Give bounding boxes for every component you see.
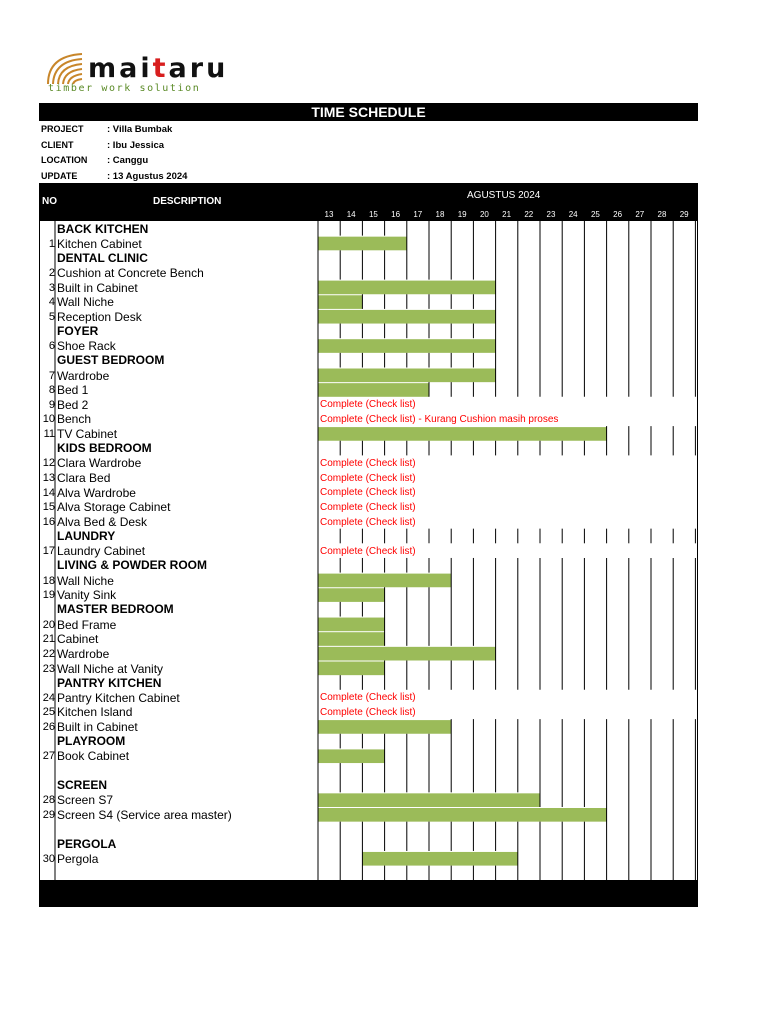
status-note: Complete (Check list) [320, 399, 416, 411]
task-description: Pergola [57, 851, 99, 866]
row-number: 21 [42, 633, 55, 646]
task-description: Built in Cabinet [57, 280, 138, 295]
info-value: : Ibu Jessica [107, 139, 165, 151]
info-row [41, 170, 187, 183]
status-note: Complete (Check list) [320, 692, 416, 704]
header-month: AGUSTUS 2024 [467, 190, 541, 201]
task-description: Pantry Kitchen Cabinet [57, 690, 180, 705]
page-title: TIME SCHEDULE [39, 103, 698, 121]
day-label: 23 [546, 210, 556, 219]
wood-grain-logo-icon [46, 52, 86, 86]
info-row [41, 154, 148, 167]
day-label: 29 [679, 210, 689, 219]
day-label: 19 [457, 210, 467, 219]
row-number: 7 [48, 369, 55, 382]
status-note: Complete (Check list) - Kurang Cushion masih proses [320, 413, 559, 425]
info-label: CLIENT [41, 139, 74, 150]
day-label: 26 [613, 210, 623, 219]
row-number: 28 [42, 794, 55, 807]
row-number: 10 [42, 413, 55, 426]
task-description: Alva Wardrobe [57, 485, 136, 500]
progress-bar [318, 588, 385, 602]
section-heading: PERGOLA [57, 836, 117, 851]
row-number: 3 [48, 281, 55, 294]
status-note: Complete (Check list) [320, 472, 416, 484]
task-description: Wall Niche at Vanity [57, 661, 164, 676]
status-note: Complete (Check list) [320, 501, 416, 513]
task-description: Bed 2 [57, 397, 89, 412]
info-value: : 13 Agustus 2024 [107, 170, 188, 182]
task-description: Bed 1 [57, 383, 89, 398]
section-heading: KIDS BEDROOM [57, 441, 152, 456]
task-description: Screen S7 [57, 793, 114, 808]
row-number: 4 [48, 296, 55, 309]
row-number: 23 [42, 662, 55, 675]
day-label: 17 [413, 210, 423, 219]
row-number: 11 [43, 428, 55, 441]
section-heading: DENTAL CLINIC [57, 250, 148, 265]
progress-bar [318, 618, 385, 632]
progress-bar [362, 852, 517, 866]
progress-bar [318, 632, 385, 646]
progress-bar [318, 720, 451, 734]
day-label: 14 [346, 210, 356, 219]
row-number: 9 [48, 398, 55, 411]
task-description: Vanity Sink [57, 588, 117, 603]
progress-bar [318, 808, 607, 822]
table-header [39, 183, 698, 221]
day-label: 24 [568, 210, 578, 219]
section-heading: MASTER BEDROOM [57, 602, 174, 617]
row-number: 26 [42, 721, 55, 734]
day-label: 13 [324, 210, 334, 219]
task-description: Alva Storage Cabinet [57, 500, 171, 515]
progress-bar [318, 662, 385, 676]
info-row [41, 139, 164, 152]
day-label: 21 [502, 210, 512, 219]
task-description: Wardrobe [57, 368, 110, 383]
day-label: 16 [391, 210, 401, 219]
info-row [41, 123, 172, 136]
company-name-accent: t [152, 53, 169, 84]
progress-bar [318, 647, 496, 661]
row-number: 15 [42, 501, 55, 514]
row-number: 20 [42, 618, 55, 631]
day-label: 22 [524, 210, 534, 219]
progress-bar [318, 574, 451, 588]
info-value: : Canggu [107, 155, 149, 166]
status-note: Complete (Check list) [320, 545, 416, 557]
progress-bar [318, 310, 496, 324]
day-label: 18 [435, 210, 445, 219]
row-number: 5 [48, 310, 55, 323]
info-label: UPDATE [41, 170, 78, 181]
row-number: 1 [48, 237, 55, 250]
section-heading: LAUNDRY [57, 529, 116, 544]
task-description: Book Cabinet [57, 749, 130, 764]
progress-bar [318, 749, 385, 763]
row-number: 30 [42, 852, 55, 865]
day-label: 20 [479, 210, 489, 219]
task-description: Clara Bed [57, 471, 111, 486]
task-description: Reception Desk [57, 309, 142, 324]
section-heading: GUEST BEDROOM [57, 353, 165, 368]
task-description: Built in Cabinet [57, 720, 138, 735]
progress-bar [318, 339, 496, 353]
section-heading: FOYER [57, 324, 99, 339]
row-number: 18 [42, 574, 55, 587]
task-description: Bench [57, 412, 92, 427]
task-description: Screen S4 (Service area master) [57, 808, 232, 822]
row-number: 19 [42, 589, 55, 602]
row-number: 27 [42, 750, 55, 763]
header-no: NO [42, 196, 57, 207]
progress-bar [318, 369, 496, 383]
row-number: 17 [42, 545, 55, 558]
company-name [88, 52, 228, 86]
progress-bar [318, 281, 496, 295]
progress-bar [318, 383, 429, 397]
section-heading: SCREEN [57, 778, 108, 793]
company-name-part: aru [168, 53, 229, 84]
info-label: LOCATION [41, 155, 88, 165]
row-number: 24 [42, 691, 55, 704]
row-number: 22 [42, 647, 55, 660]
row-number: 29 [42, 809, 55, 821]
section-heading: BACK KITCHEN [57, 221, 149, 236]
task-description: Shoe Rack [57, 339, 116, 354]
row-number: 12 [42, 457, 55, 470]
section-heading: PANTRY KITCHEN [57, 675, 162, 690]
status-note: Complete (Check list) [320, 457, 416, 469]
task-description: Cushion at Concrete Bench [57, 265, 204, 280]
row-number: 6 [48, 340, 55, 353]
section-heading: LIVING & POWDER ROOM [57, 558, 207, 573]
status-note: Complete (Check list) [320, 487, 416, 499]
progress-bar [318, 793, 540, 807]
row-number: 16 [42, 516, 55, 528]
day-label: 28 [657, 210, 667, 219]
task-description: Cabinet [57, 632, 99, 647]
header-description: DESCRIPTION [153, 196, 222, 207]
task-description: Kitchen Cabinet [57, 236, 142, 251]
status-note: Complete (Check list) [320, 706, 416, 718]
task-description: TV Cabinet [57, 427, 118, 442]
task-description: Wardrobe [57, 646, 110, 661]
row-number: 2 [48, 266, 55, 279]
section-heading: PLAYROOM [57, 734, 126, 749]
company-tagline: timber work solution [48, 83, 201, 94]
row-number: 13 [42, 472, 55, 485]
task-description: Laundry Cabinet [57, 544, 146, 559]
row-number: 25 [42, 706, 55, 719]
row-number: 8 [48, 384, 55, 397]
day-label: 25 [590, 210, 600, 219]
task-description: Wall Niche [57, 573, 114, 588]
day-label: 15 [368, 210, 378, 219]
company-name-part: mai [88, 53, 153, 84]
info-value: : Villa Bumbak [107, 124, 173, 135]
company-logo [46, 50, 256, 96]
progress-bar [318, 237, 407, 251]
status-note: Complete (Check list) [320, 516, 416, 528]
row-number: 14 [42, 486, 55, 499]
task-description: Alva Bed & Desk [57, 515, 148, 529]
progress-bar [318, 427, 607, 441]
footer-bar [39, 880, 698, 907]
info-label: PROJECT [41, 124, 84, 134]
task-description: Bed Frame [57, 617, 117, 632]
task-description: Wall Niche [57, 295, 114, 310]
task-description: Clara Wardrobe [57, 456, 142, 471]
task-description: Kitchen Island [57, 705, 133, 720]
day-label: 27 [635, 210, 645, 219]
progress-bar [318, 295, 362, 309]
